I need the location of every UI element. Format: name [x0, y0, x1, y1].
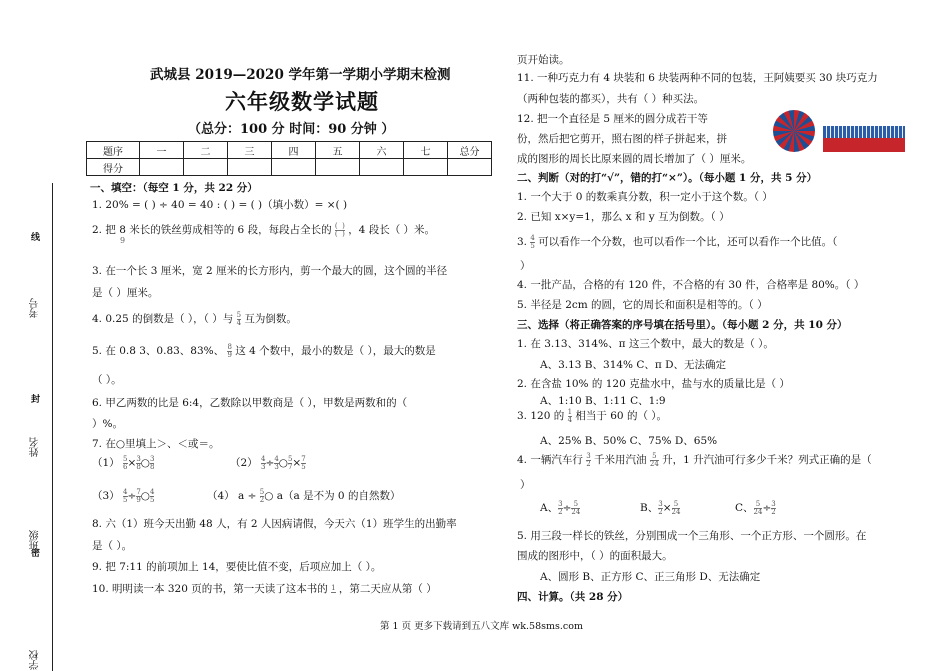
fraction: 1	[331, 584, 336, 592]
compare-circle[interactable]: ○	[140, 457, 150, 469]
question-5-text-b: 83、83%、	[166, 345, 225, 357]
judge-2: 2. 已知 x×y=1，那么 x 和 y 互为倒数。（ ）	[517, 211, 730, 223]
table-cell: 四	[272, 142, 316, 159]
question-4-text: 4. 0.25 的倒数是（ ），（ ）与	[92, 313, 234, 325]
choice-5: 5. 用三段一样长的铁丝，分别围成一个三角形、一个正方形、一个圆形。在	[517, 530, 867, 542]
question-2	[92, 222, 435, 238]
class-label: 班级	[30, 530, 41, 550]
question-11-b: （两种包装的都买），共有（ ）种买法。	[517, 93, 705, 105]
compare-circle[interactable]: ○	[278, 457, 288, 469]
score-table-header-row	[87, 142, 492, 159]
table-cell: 六	[360, 142, 404, 159]
choice-4-text-b: 千米用汽油	[594, 454, 647, 466]
question-7-4-text: ○ a（a 是不为 0 的自然数）	[264, 490, 401, 502]
choice-2: 2. 在含盐 10% 的 120 克盐水中，盐与水的质量比是（ ）	[517, 378, 790, 390]
choice-3-text: 3. 120 的	[517, 410, 565, 422]
question-5-text-a: 5. 在 0.8 3、0.	[92, 345, 167, 357]
table-cell: 总分	[448, 142, 492, 159]
question-10-text-b: ，第二天应从第（ ）	[338, 583, 437, 595]
circle-sectors-figure	[773, 110, 815, 152]
compare-circle[interactable]: ○	[140, 490, 150, 502]
choice-4-option-b: B、 $\frac{3}{2}$ × $\frac{5}{24}$	[640, 499, 681, 516]
question-10	[92, 581, 437, 596]
section-calculation: 四、计算。（共 28 分）	[517, 591, 629, 603]
choice-5-b: 围成的图形中，（ ）的面积最大。	[517, 550, 673, 562]
label: （1）	[92, 457, 120, 469]
question-2-note: 9	[120, 236, 126, 245]
fraction: $\frac{3}{8}$	[136, 454, 141, 471]
choice-4-option-c: C、 $\frac{5}{24}$ ÷ $\frac{3}{2}$	[735, 499, 776, 516]
question-4	[92, 311, 297, 327]
label: 3.	[517, 236, 528, 248]
choice-4-text: 4. 一辆汽车行	[517, 454, 583, 466]
question-7-3	[92, 488, 154, 504]
fraction: $\frac{3}{2}$	[558, 499, 563, 516]
judge-3	[517, 234, 837, 250]
judge-4: 4. 一批产品，合格的有 120 件，不合格的有 30 件，合格率是 80%。（ ）	[517, 279, 865, 291]
choice-3	[517, 408, 667, 424]
question-7-2	[230, 455, 306, 471]
choice-1-options: A、3.13 B、314% C、π D、无法确定	[540, 359, 727, 371]
school-label: 学校	[30, 650, 41, 670]
question-7: 7. 在○里填上＞、＜或＝。	[92, 438, 220, 450]
question-8-b: 是（ ）。	[92, 540, 133, 552]
exam-meta: （总分：100 分 时间：90 分钟 ）	[188, 122, 395, 137]
binding-mark-secret: 密	[31, 549, 41, 559]
judge-5: 5. 半径是 2cm 的圆，它的周长和面积是相等的。（ ）	[517, 299, 768, 311]
question-4-text-b: 互为倒数。	[244, 313, 297, 325]
fraction: $\frac{8}{9}$	[227, 342, 232, 359]
question-1: 1. 20% = ( ) ÷ 40 = 40 : ( ) = ( )（填小数）= ×( )	[92, 199, 348, 211]
judge-1: 1. 一个大于 0 的数乘真分数，积一定小于这个数。（ ）	[517, 191, 773, 203]
fraction: $\frac{3}{2}$	[586, 451, 591, 468]
question-12: 12. 把一个直径是 5 厘米的圆分成若干等	[517, 113, 708, 125]
question-11: 11. 一种巧克力有 4 块装和 6 块装两种不同的包装，王阿姨要买 30 块巧克力	[517, 72, 878, 84]
fraction: $\frac{5}{24}$	[571, 499, 581, 516]
table-cell: 七	[404, 142, 448, 159]
fraction: $\frac{3}{8}$	[149, 454, 155, 471]
fraction: $\frac{1}{4}$	[567, 407, 573, 424]
question-5	[92, 343, 436, 359]
exam-number-label: 考号	[30, 298, 41, 318]
judge-3-c: ）	[520, 260, 531, 272]
question-2-text: 2. 把 8 米长的铁丝剪成相等的 6 段，每段占全长的	[92, 224, 332, 236]
score-cell[interactable]	[448, 159, 492, 176]
fraction: $\frac{5}{24}$	[671, 499, 681, 516]
fraction: $\frac{4}{5}$	[123, 487, 128, 504]
label: （2）	[230, 457, 258, 469]
blank-fraction: $\frac{( )}{( )}$	[334, 221, 345, 238]
fraction: $\frac{5}{24}$	[649, 451, 659, 468]
score-table	[86, 141, 492, 176]
fraction: $\frac{5}{4}$	[236, 310, 242, 327]
fraction: $\frac{5}{24}$	[753, 499, 763, 516]
score-cell[interactable]	[272, 159, 316, 176]
binding-line	[52, 183, 53, 671]
choice-4-text-c: 升，1 升汽油可行多少千米？列式正确的是（	[662, 454, 872, 466]
choice-4-d: ）	[520, 479, 531, 491]
score-table-score-row	[87, 159, 492, 176]
question-7-1	[92, 455, 154, 471]
name-label: 姓名	[30, 437, 41, 457]
fraction: $\frac{5}{6}$	[123, 454, 128, 471]
section-true-false: 二、判断（对的打“√”，错的打“×”）。（每小题 1 分，共 5 分）	[517, 172, 818, 184]
section-fill-in: 一、填空：（每空 1 分，共 22 分）	[90, 182, 258, 194]
fraction: $\frac{7}{9}$	[136, 487, 141, 504]
binding-mark-line: 线	[31, 233, 41, 243]
table-cell: 题序	[87, 142, 140, 159]
fraction: $\frac{7}{5}$	[301, 454, 306, 471]
question-12-b: 份，然后把它剪开，照右图的样子拼起来，拼	[517, 133, 727, 145]
continuation-text: 页开始读。	[517, 54, 570, 66]
fraction: $\frac{4}{3}$	[261, 454, 266, 471]
operator: ×	[292, 457, 302, 469]
table-cell: 二	[184, 142, 228, 159]
section-choice: 三、选择（将正确答案的序号填在括号里）。（每小题 2 分，共 10 分）	[517, 319, 848, 331]
fraction: $\frac{4}{3}$	[274, 454, 279, 471]
question-5-d: （ ）。	[92, 374, 122, 386]
fraction: $\frac{3}{2}$	[658, 499, 663, 516]
label: （3）	[92, 490, 120, 502]
fraction: $\frac{5}{2}$	[259, 487, 265, 504]
score-cell[interactable]	[316, 159, 360, 176]
choice-1: 1. 在 3.13、314%、π 这三个数中，最大的数是（ ）。	[517, 338, 774, 350]
fraction: $\frac{5}{7}$	[287, 454, 293, 471]
question-6-b: ）%。	[92, 418, 123, 430]
fraction: $\frac{3}{2}$	[771, 499, 776, 516]
choice-3-text-b: 相当于 60 的（ ）。	[575, 410, 668, 422]
operator: ÷	[265, 457, 275, 469]
score-cell[interactable]	[404, 159, 448, 176]
fraction: $\frac{4}{5}$	[149, 487, 155, 504]
choice-2-options: A、1:10 B、1:11 C、1:9	[540, 395, 666, 407]
question-3-b: 是（ ）厘米。	[92, 287, 159, 299]
question-8: 8. 六（1）班今天出勤 48 人，有 2 人因病请假，今天六（1）班学生的出勤率	[92, 518, 457, 530]
judge-3-text: 可以看作一个分数，也可以看作一个比，还可以看作一个比值。（	[538, 236, 838, 248]
page-footer: 第 1 页 更多下载请到五八文库 wk.58sms.com	[380, 621, 583, 632]
question-9: 9. 把 7:11 的前项加上 14，要使比值不变，后项应加上（ ）。	[92, 561, 382, 573]
score-cell[interactable]	[360, 159, 404, 176]
exam-subject-title: 六年级数学试题	[225, 89, 379, 114]
label: （4） a ÷	[207, 490, 257, 502]
question-10-text: 10. 明明读一本 320 页的书，第一天读了这本书的	[92, 583, 328, 595]
table-cell: 五	[316, 142, 360, 159]
question-3: 3. 在一个长 3 厘米，宽 2 厘米的长方形内，剪一个最大的圆，这个圆的半径	[92, 265, 448, 277]
table-cell: 一	[140, 142, 184, 159]
binding-mark-seal: 封	[31, 395, 41, 405]
choice-4	[517, 452, 872, 468]
question-2-text-b: ，4 段长（ ）米。	[348, 224, 436, 236]
choice-3-options: A、25% B、50% C、75% D、65%	[540, 435, 718, 447]
question-6: 6. 甲乙两数的比是 6:4，乙数除以甲数商是（ ），甲数是两数和的（	[92, 397, 408, 409]
operator: ×	[127, 457, 137, 469]
question-7-4	[207, 488, 400, 504]
rearranged-sectors-figure	[823, 126, 905, 152]
exam-title: 武城县 2019—2020 学年第一学期小学期末检测	[150, 67, 451, 83]
table-cell: 得分	[87, 159, 140, 176]
question-12-c: 成的图形的周长比原来圆的周长增加了（ ）厘米。	[517, 153, 752, 165]
fraction: $\frac{4}{5}$	[530, 233, 535, 250]
score-cell[interactable]	[228, 159, 272, 176]
score-cell[interactable]	[184, 159, 228, 176]
score-cell[interactable]	[140, 159, 184, 176]
operator: ÷	[127, 490, 137, 502]
question-5-text-c: 这 4 个数中，最小的数是（ ），最大的数是	[235, 345, 436, 357]
choice-4-option-a: A、 $\frac{3}{2}$ ÷ $\frac{5}{24}$	[540, 499, 581, 516]
choice-5-options: A、圆形 B、正方形 C、正三角形 D、无法确定	[540, 571, 761, 583]
table-cell: 三	[228, 142, 272, 159]
